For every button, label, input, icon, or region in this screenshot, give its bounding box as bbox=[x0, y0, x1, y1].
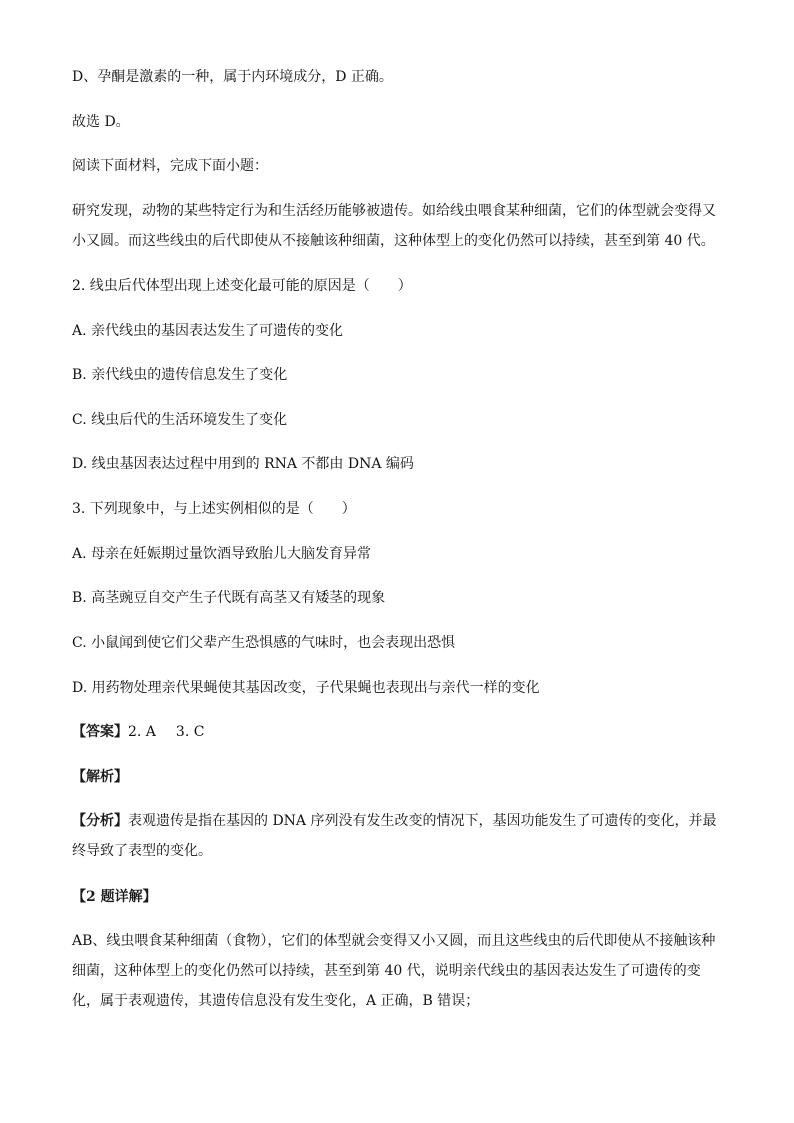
reading-passage: 研究发现，动物的某些特定行为和生活经历能够被遗传。如给线虫喂食某种细菌，它们的体型就会变得又小又圆。而这些线虫的后代即使从不接触该种细菌，这种体型上的变化仍然可以持续，甚至到第 40 代。 bbox=[72, 203, 716, 249]
answer-label: 【答案】 bbox=[72, 724, 128, 740]
detail-label: 【2 题详解】 bbox=[72, 889, 157, 905]
question-3-stem: 3. 下列现象中，与上述实例相似的是（ ） bbox=[72, 501, 356, 517]
fenxi-label: 【分析】 bbox=[72, 813, 128, 829]
question-3-option-d: D. 用药物处理亲代果蝇使其基因改变，子代果蝇也表现出与亲代一样的变化 bbox=[72, 680, 540, 696]
prev-answer: 故选 D。 bbox=[72, 114, 130, 130]
fenxi-text: 表观遗传是指在基因的 DNA 序列没有发生改变的情况下，基因功能发生了可遗传的变化，并最终导致了表型的变化。 bbox=[72, 813, 717, 859]
detail-text: AB、线虫喂食某种细菌（食物），它们的体型就会变得又小又圆，而且这些线虫的后代即使从不接触该种细菌，这种体型上的变化仍然可以持续，甚至到第 40 代，说明亲代线虫的基因表达发生了可遗传的变化，属于表观遗传，其遗传信息没有发生变化，A 正确，B 错误； bbox=[72, 933, 716, 1009]
question-3-option-a: A. 母亲在妊娠期过量饮酒导致胎儿大脑发育异常 bbox=[72, 546, 372, 562]
question-2-option-c: C. 线虫后代的生活环境发生了变化 bbox=[72, 412, 288, 428]
answer-q3: 3. C bbox=[175, 724, 205, 740]
question-2-option-d: D. 线虫基因表达过程中用到的 RNA 不都由 DNA 编码 bbox=[72, 456, 414, 472]
reading-intro: 阅读下面材料，完成下面小题： bbox=[72, 158, 268, 174]
answer-line bbox=[72, 723, 722, 741]
question-2-option-a: A. 亲代线虫的基因表达发生了可遗传的变化 bbox=[72, 323, 344, 339]
analysis-label: 【解析】 bbox=[72, 769, 128, 785]
answer-q2: 2. A bbox=[128, 724, 156, 740]
question-3-option-c: C. 小鼠闻到使它们父辈产生恐惧感的气味时，也会表现出恐惧 bbox=[72, 635, 456, 651]
question-2-stem: 2. 线虫后代体型出现上述变化最可能的原因是（ ） bbox=[72, 278, 412, 294]
fenxi-paragraph bbox=[72, 806, 724, 866]
prev-option-d: D、孕酮是激素的一种，属于内环境成分，D 正确。 bbox=[72, 69, 393, 85]
question-3-option-b: B. 高茎豌豆自交产生子代既有高茎又有矮茎的现象 bbox=[72, 590, 386, 606]
question-2-option-b: B. 亲代线虫的遗传信息发生了变化 bbox=[72, 367, 288, 383]
